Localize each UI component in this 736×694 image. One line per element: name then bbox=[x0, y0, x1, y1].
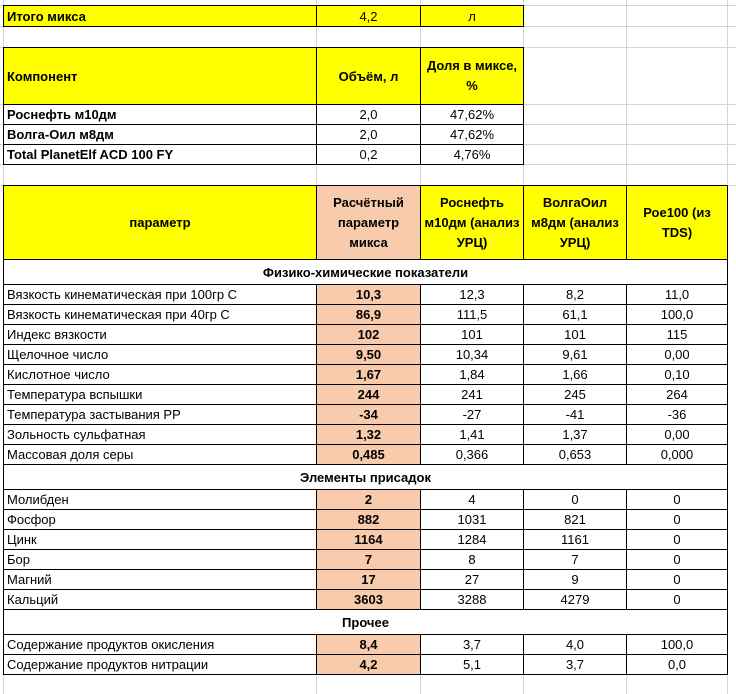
params-header-volga[interactable]: ВолгаОил м8дм (анализ УРЦ) bbox=[524, 186, 627, 260]
param-rosneft-value[interactable]: 0,366 bbox=[421, 445, 524, 465]
param-volga-value[interactable]: 4,0 bbox=[524, 635, 627, 655]
param-calc-value[interactable]: 0,485 bbox=[317, 445, 421, 465]
param-name[interactable]: Магний bbox=[4, 570, 317, 590]
param-row bbox=[4, 635, 728, 655]
param-roe-value[interactable]: 115 bbox=[627, 325, 728, 345]
param-rosneft-value[interactable]: 1,41 bbox=[421, 425, 524, 445]
param-roe-value[interactable]: 0 bbox=[627, 550, 728, 570]
components-table bbox=[3, 47, 524, 165]
params-table bbox=[3, 185, 728, 675]
total-mix-unit[interactable]: л bbox=[421, 6, 524, 27]
param-calc-value[interactable]: 1,32 bbox=[317, 425, 421, 445]
param-rosneft-value[interactable]: 3288 bbox=[421, 590, 524, 610]
param-rosneft-value[interactable]: -27 bbox=[421, 405, 524, 425]
param-rosneft-value[interactable]: 1031 bbox=[421, 510, 524, 530]
param-calc-value[interactable]: 3603 bbox=[317, 590, 421, 610]
param-roe-value[interactable]: 264 bbox=[627, 385, 728, 405]
param-volga-value[interactable]: 9,61 bbox=[524, 345, 627, 365]
param-name[interactable]: Индекс вязкости bbox=[4, 325, 317, 345]
param-calc-value[interactable]: 1164 bbox=[317, 530, 421, 550]
component-row bbox=[4, 145, 524, 165]
param-name[interactable]: Зольность сульфатная bbox=[4, 425, 317, 445]
component-row bbox=[4, 105, 524, 125]
param-rosneft-value[interactable]: 3,7 bbox=[421, 635, 524, 655]
param-calc-value[interactable]: 1,67 bbox=[317, 365, 421, 385]
param-volga-value[interactable]: 0 bbox=[524, 490, 627, 510]
param-calc-value[interactable]: 7 bbox=[317, 550, 421, 570]
param-row bbox=[4, 345, 728, 365]
component-name[interactable]: Роснефть м10дм bbox=[4, 105, 317, 125]
param-rosneft-value[interactable]: 241 bbox=[421, 385, 524, 405]
param-roe-value[interactable]: 0 bbox=[627, 570, 728, 590]
param-calc-value[interactable]: -34 bbox=[317, 405, 421, 425]
param-rosneft-value[interactable]: 1284 bbox=[421, 530, 524, 550]
component-share[interactable]: 47,62% bbox=[421, 125, 524, 145]
param-roe-value[interactable]: 0 bbox=[627, 530, 728, 550]
components-header-share[interactable]: Доля в миксе, % bbox=[421, 48, 524, 105]
param-rosneft-value[interactable]: 4 bbox=[421, 490, 524, 510]
components-header-volume[interactable]: Объём, л bbox=[317, 48, 421, 105]
param-name[interactable]: Бор bbox=[4, 550, 317, 570]
component-volume[interactable]: 2,0 bbox=[317, 125, 421, 145]
param-calc-value[interactable]: 17 bbox=[317, 570, 421, 590]
param-roe-value[interactable]: 0,10 bbox=[627, 365, 728, 385]
param-name[interactable]: Содержание продуктов нитрации bbox=[4, 655, 317, 675]
param-volga-value[interactable]: 0,653 bbox=[524, 445, 627, 465]
param-roe-value[interactable]: 100,0 bbox=[627, 305, 728, 325]
param-name[interactable]: Кислотное число bbox=[4, 365, 317, 385]
param-row bbox=[4, 305, 728, 325]
params-header-calc[interactable]: Расчётный параметр микса bbox=[317, 186, 421, 260]
component-share[interactable]: 4,76% bbox=[421, 145, 524, 165]
param-roe-value[interactable]: 0 bbox=[627, 490, 728, 510]
param-volga-value[interactable]: 1,37 bbox=[524, 425, 627, 445]
param-roe-value[interactable]: 0 bbox=[627, 510, 728, 530]
param-row bbox=[4, 405, 728, 425]
param-rosneft-value[interactable]: 8 bbox=[421, 550, 524, 570]
param-row bbox=[4, 425, 728, 445]
param-row bbox=[4, 590, 728, 610]
section-title[interactable]: Физико-химические показатели bbox=[4, 260, 728, 285]
component-name[interactable]: Total PlanetElf ACD 100 FY bbox=[4, 145, 317, 165]
param-calc-value[interactable]: 9,50 bbox=[317, 345, 421, 365]
param-volga-value[interactable]: 3,7 bbox=[524, 655, 627, 675]
param-roe-value[interactable]: 0,000 bbox=[627, 445, 728, 465]
param-calc-value[interactable]: 882 bbox=[317, 510, 421, 530]
component-volume[interactable]: 0,2 bbox=[317, 145, 421, 165]
param-calc-value[interactable]: 8,4 bbox=[317, 635, 421, 655]
param-calc-value[interactable]: 102 bbox=[317, 325, 421, 345]
param-volga-value[interactable]: 4279 bbox=[524, 590, 627, 610]
param-calc-value[interactable]: 86,9 bbox=[317, 305, 421, 325]
param-calc-value[interactable]: 2 bbox=[317, 490, 421, 510]
params-header-roe[interactable]: Рое100 (из TDS) bbox=[627, 186, 728, 260]
param-name[interactable]: Температура вспышки bbox=[4, 385, 317, 405]
component-row bbox=[4, 125, 524, 145]
param-roe-value[interactable]: 11,0 bbox=[627, 285, 728, 305]
component-share[interactable]: 47,62% bbox=[421, 105, 524, 125]
param-volga-value[interactable]: 7 bbox=[524, 550, 627, 570]
param-volga-value[interactable]: 821 bbox=[524, 510, 627, 530]
param-volga-value[interactable]: 245 bbox=[524, 385, 627, 405]
param-row bbox=[4, 325, 728, 345]
param-name[interactable]: Цинк bbox=[4, 530, 317, 550]
param-rosneft-value[interactable]: 5,1 bbox=[421, 655, 524, 675]
param-row bbox=[4, 385, 728, 405]
param-calc-value[interactable]: 10,3 bbox=[317, 285, 421, 305]
param-name[interactable]: Вязкость кинематическая при 40гр С bbox=[4, 305, 317, 325]
param-volga-value[interactable]: 101 bbox=[524, 325, 627, 345]
param-roe-value[interactable]: 0 bbox=[627, 590, 728, 610]
component-volume[interactable]: 2,0 bbox=[317, 105, 421, 125]
param-rosneft-value[interactable]: 10,34 bbox=[421, 345, 524, 365]
param-roe-value[interactable]: 0,00 bbox=[627, 425, 728, 445]
param-volga-value[interactable]: 1,66 bbox=[524, 365, 627, 385]
section-header-row bbox=[4, 610, 728, 635]
param-name[interactable]: Массовая доля серы bbox=[4, 445, 317, 465]
param-calc-value[interactable]: 4,2 bbox=[317, 655, 421, 675]
param-row bbox=[4, 530, 728, 550]
params-header-param[interactable]: параметр bbox=[4, 186, 317, 260]
param-rosneft-value[interactable]: 12,3 bbox=[421, 285, 524, 305]
param-row bbox=[4, 570, 728, 590]
total-mix-table bbox=[3, 5, 524, 27]
total-mix-value[interactable]: 4,2 bbox=[317, 6, 421, 27]
param-name[interactable]: Температура застывания РР bbox=[4, 405, 317, 425]
param-rosneft-value[interactable]: 1,84 bbox=[421, 365, 524, 385]
param-roe-value[interactable]: -36 bbox=[627, 405, 728, 425]
param-row bbox=[4, 365, 728, 385]
section-header-row bbox=[4, 465, 728, 490]
param-rosneft-value[interactable]: 101 bbox=[421, 325, 524, 345]
param-name[interactable]: Щелочное число bbox=[4, 345, 317, 365]
param-row bbox=[4, 445, 728, 465]
param-name[interactable]: Фосфор bbox=[4, 510, 317, 530]
params-header-rosneft[interactable]: Роснефть м10дм (анализ УРЦ) bbox=[421, 186, 524, 260]
param-volga-value[interactable]: 61,1 bbox=[524, 305, 627, 325]
param-roe-value[interactable]: 100,0 bbox=[627, 635, 728, 655]
param-rosneft-value[interactable]: 27 bbox=[421, 570, 524, 590]
param-volga-value[interactable]: 8,2 bbox=[524, 285, 627, 305]
param-row bbox=[4, 490, 728, 510]
section-title[interactable]: Элементы присадок bbox=[4, 465, 728, 490]
param-name[interactable]: Кальций bbox=[4, 590, 317, 610]
component-name[interactable]: Волга-Оил м8дм bbox=[4, 125, 317, 145]
param-volga-value[interactable]: -41 bbox=[524, 405, 627, 425]
param-row bbox=[4, 550, 728, 570]
section-header-row bbox=[4, 260, 728, 285]
param-calc-value[interactable]: 244 bbox=[317, 385, 421, 405]
param-roe-value[interactable]: 0,0 bbox=[627, 655, 728, 675]
components-header-component[interactable]: Компонент bbox=[4, 48, 317, 105]
param-rosneft-value[interactable]: 111,5 bbox=[421, 305, 524, 325]
param-volga-value[interactable]: 1161 bbox=[524, 530, 627, 550]
param-volga-value[interactable]: 9 bbox=[524, 570, 627, 590]
param-row bbox=[4, 655, 728, 675]
param-row bbox=[4, 285, 728, 305]
param-name[interactable]: Молибден bbox=[4, 490, 317, 510]
param-name[interactable]: Вязкость кинематическая при 100гр С bbox=[4, 285, 317, 305]
param-roe-value[interactable]: 0,00 bbox=[627, 345, 728, 365]
total-mix-label[interactable]: Итого микса bbox=[4, 6, 317, 27]
param-name[interactable]: Содержание продуктов окисления bbox=[4, 635, 317, 655]
section-title[interactable]: Прочее bbox=[4, 610, 728, 635]
param-row bbox=[4, 510, 728, 530]
